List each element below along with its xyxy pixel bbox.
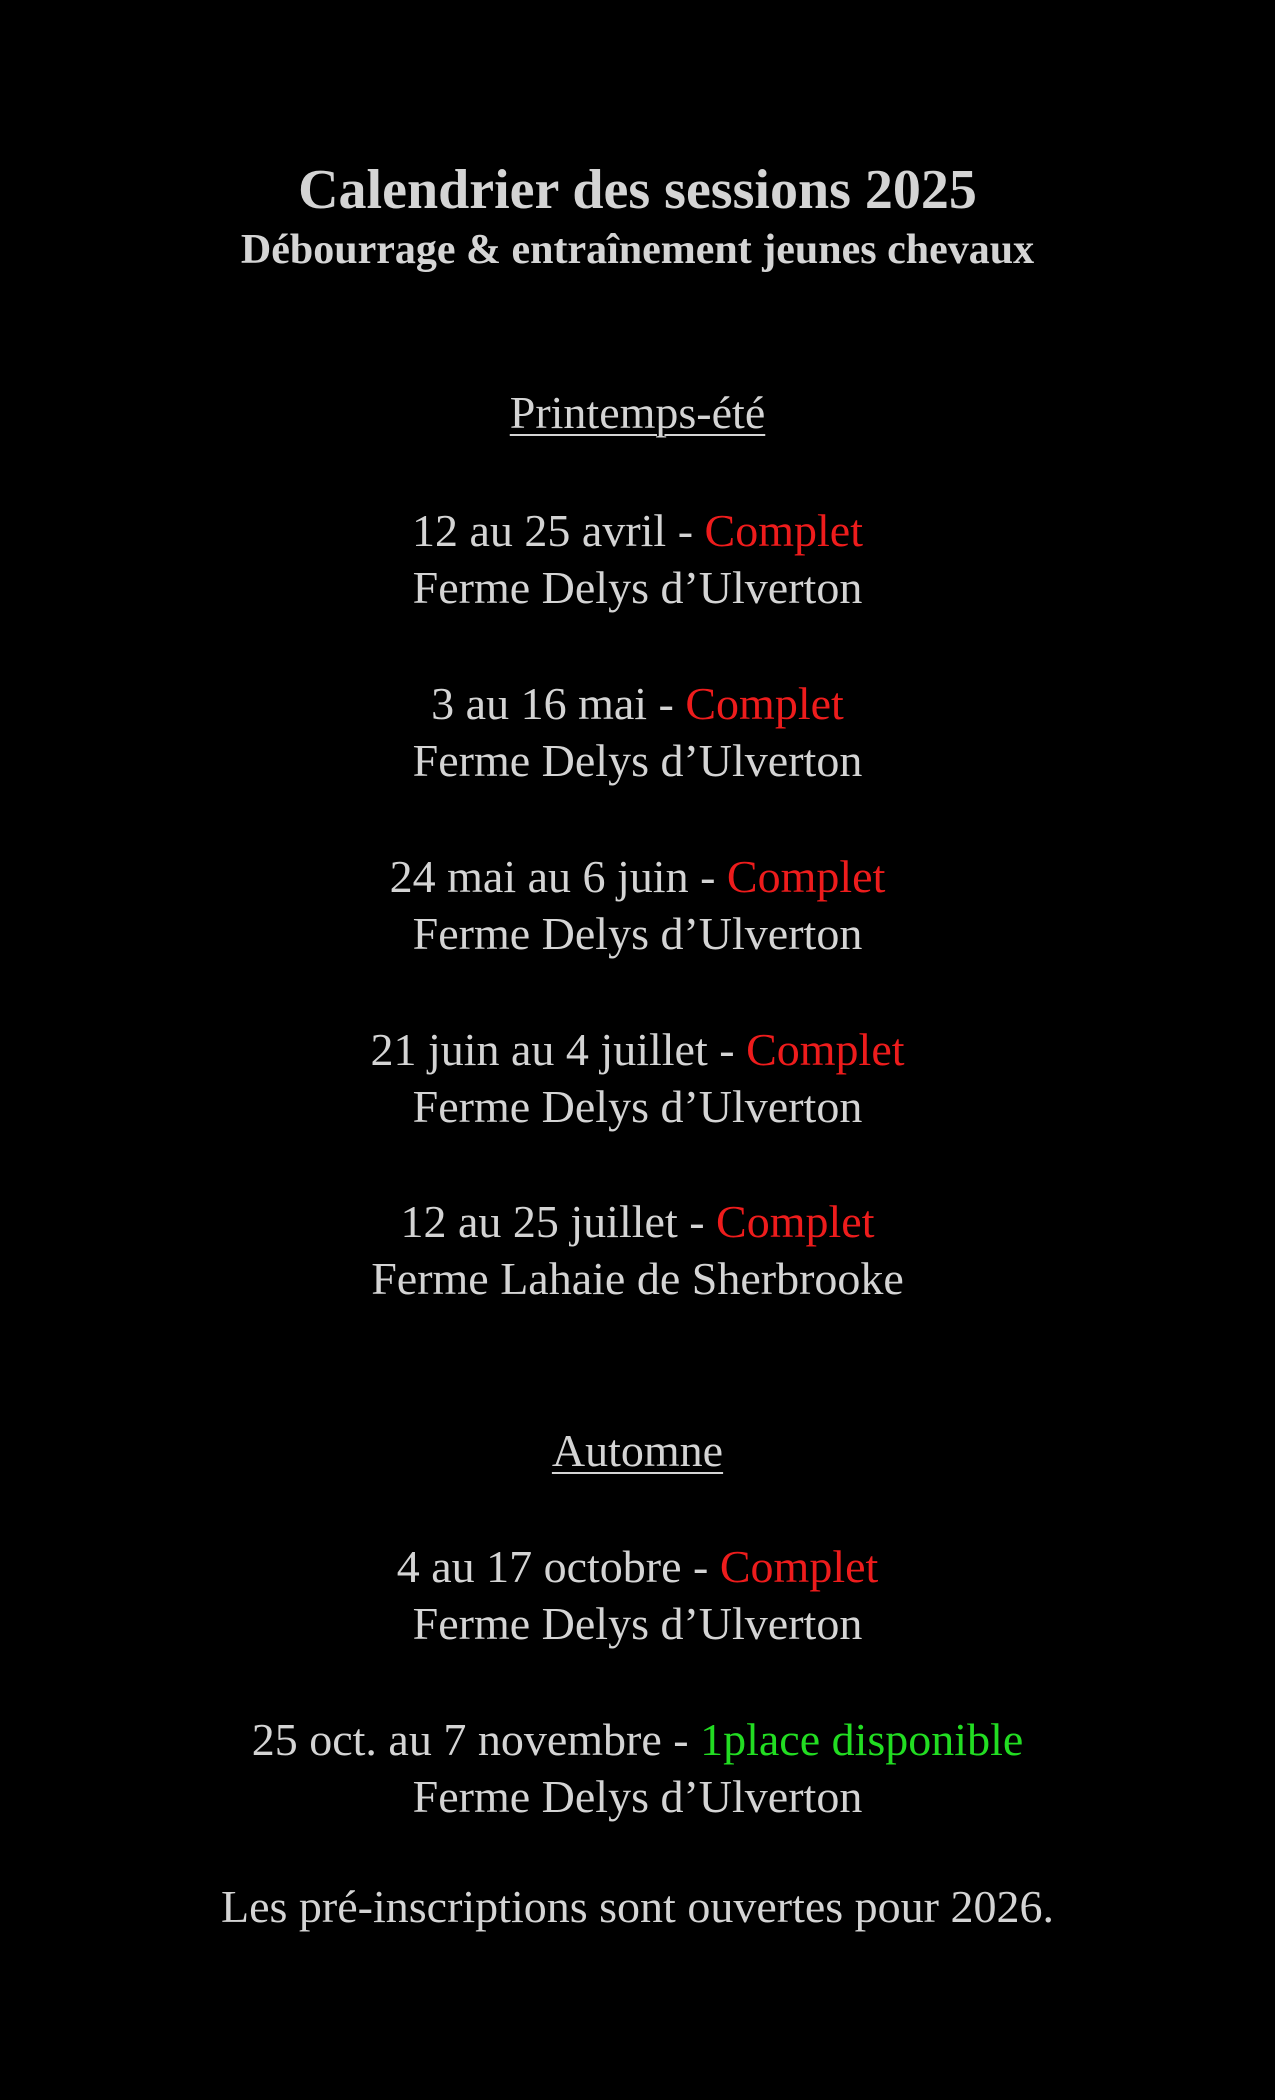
page-title: Calendrier des sessions 2025 (298, 159, 977, 221)
session-location: Ferme Delys d’Ulverton (412, 1771, 863, 1822)
session-dates: 4 au 17 octobre - (396, 1541, 720, 1592)
page-subtitle: Débourrage & entraînement jeunes chevaux (240, 227, 1035, 273)
session-dates-line (0, 848, 1275, 905)
session-dates-line (0, 1538, 1275, 1595)
session-dates-line (0, 1711, 1275, 1768)
session-location: Ferme Delys d’Ulverton (412, 735, 863, 786)
session-item (0, 1711, 1275, 1825)
session-status: Complet (719, 1541, 879, 1592)
section-heading-automne: Automne (551, 1425, 724, 1476)
session-item (0, 1538, 1275, 1652)
session-status: Complet (704, 505, 863, 556)
session-status: Complet (716, 1196, 875, 1247)
session-status: Complet (726, 851, 886, 902)
session-item (0, 1021, 1275, 1135)
session-dates-line (0, 502, 1275, 559)
preregistration-note: Les pré-inscriptions sont ouvertes pour 2026. (221, 1881, 1054, 1932)
session-item (0, 1193, 1275, 1307)
session-location: Ferme Delys d’Ulverton (412, 908, 863, 959)
session-item (0, 502, 1275, 616)
session-location: Ferme Delys d’Ulverton (412, 562, 863, 613)
session-location: Ferme Delys d’Ulverton (412, 1598, 863, 1649)
session-dates: 21 juin au 4 juillet - (370, 1024, 747, 1075)
session-location: Ferme Lahaie de Sherbrooke (371, 1253, 904, 1304)
session-dates: 12 au 25 avril - (412, 505, 705, 556)
session-item (0, 848, 1275, 962)
session-status: Complet (746, 1024, 905, 1075)
session-dates: 25 oct. au 7 novembre - (251, 1714, 701, 1765)
session-dates: 3 au 16 mai - (431, 678, 686, 729)
session-status: Complet (685, 678, 844, 729)
section-heading-printemps-ete: Printemps-été (509, 387, 766, 438)
session-dates: 24 mai au 6 juin - (389, 851, 727, 902)
session-item (0, 675, 1275, 789)
session-dates-line (0, 1021, 1275, 1078)
session-dates-line (0, 675, 1275, 732)
session-location: Ferme Delys d’Ulverton (412, 1081, 863, 1132)
session-status-available: 1place disponible (700, 1714, 1024, 1765)
session-dates: 12 au 25 juillet - (400, 1196, 717, 1247)
session-dates-line (0, 1193, 1275, 1250)
